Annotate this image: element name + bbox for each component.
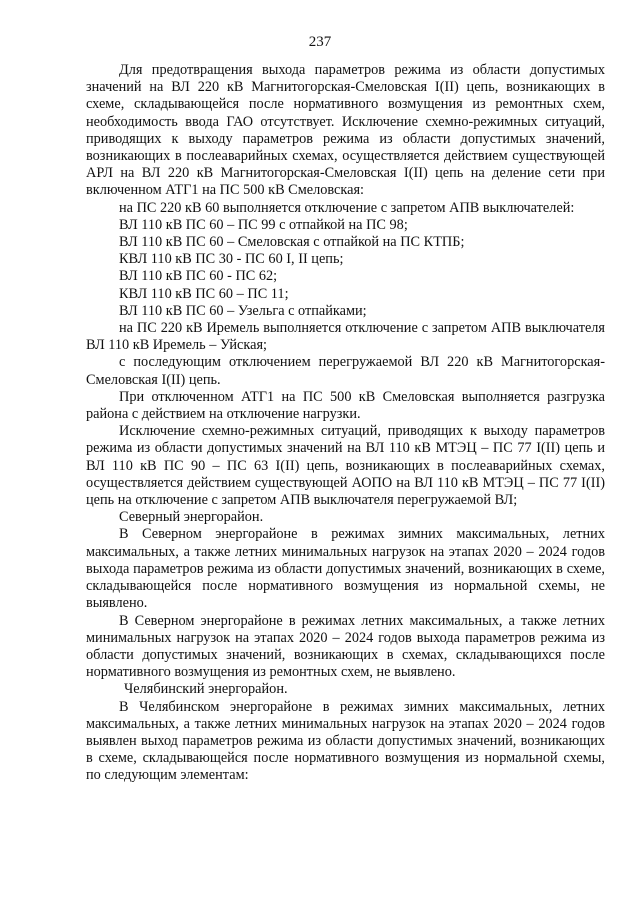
paragraph: на ПС 220 кВ 60 выполняется отключение с запретом АПВ выключателей: (119, 199, 575, 216)
paragraph: В Челябинском энергорайоне в режимах зимних максимальных, летних максимальных, а также летних минимальных нагрузок на этапах 2020 – 2024 годов выявлен выход параметров режима из области допустимых значений, возникающих в схеме, складывающейся после нормативного возмущения из нормальной схемы, по следующим элементам: (86, 698, 605, 784)
paragraph: Исключение схемно-режимных ситуаций, приводящих к выходу параметров режима из области допустимых значений на ВЛ 110 кВ МТЭЦ – ПС 77 I(II) цепь и ВЛ 110 кВ ПС 90 – ПС 63 I(II) цепь, возникающих в послеаварийных схемах, осуществляется действием существующей АОПО на ВЛ 110 кВ МТЭЦ – ПС 77 I(II) цепь на отключение с запретом АПВ выключателя перегружаемой ВЛ; (86, 423, 605, 509)
section-heading: Челябинский энергорайон. (124, 681, 288, 698)
list-item: КВЛ 110 кВ ПС 30 - ПС 60 I, II цепь; (119, 251, 344, 268)
paragraph: При отключенном АТГ1 на ПС 500 кВ Смеловская выполняется разгрузка района с действием на отключение нагрузки. (86, 388, 605, 423)
paragraph: Северный энергорайон. (119, 509, 264, 526)
paragraph: В Северном энергорайоне в режимах зимних максимальных, летних максимальных, а также летних минимальных нагрузок на этапах 2020 – 2024 годов выхода параметров режима из области допустимых значений, возникающих в схеме, складывающейся после нормативного возмущения из нормальной схемы, не выявлено. (86, 526, 605, 612)
paragraph: на ПС 220 кВ Иремель выполняется отключение с запретом АПВ выключателя ВЛ 110 кВ Иремель – Уйская; (86, 320, 605, 354)
list-item: ВЛ 110 кВ ПС 60 – Узельга с отпайками; (119, 302, 367, 319)
list-item: ВЛ 110 кВ ПС 60 – Смеловская с отпайкой на ПС КТПБ; (119, 234, 465, 251)
page-number: 237 (308, 34, 332, 50)
document-body (86, 62, 605, 785)
paragraph: В Северном энергорайоне в режимах летних максимальных, а также летних минимальных нагрузок на этапах 2020 – 2024 годов выхода параметров режима из области допустимых значений, возникающих в схемах, складывающихся после нормативного возмущения из ремонтных схем, не выявлено. (86, 612, 605, 681)
list-item: КВЛ 110 кВ ПС 60 – ПС 11; (119, 285, 289, 302)
list-item: ВЛ 110 кВ ПС 60 - ПС 62; (119, 268, 278, 285)
list-item: ВЛ 110 кВ ПС 60 – ПС 99 с отпайкой на ПС 98; (119, 216, 408, 233)
paragraph: с последующим отключением перегружаемой ВЛ 220 кВ Магнитогорская-Смеловская I(II) цепь. (86, 354, 605, 388)
paragraph: Для предотвращения выхода параметров режима из области допустимых значений на ВЛ 220 кВ Магнитогорская-Смеловская I(II) цепь, возникающих в схеме, складывающейся после нормативного возмущения из ремонтных схем, необходимость ввода ГАО отсутствует. Исключение схемно-режимных ситуаций, приводящих к выходу параметров режима из области допустимых значений, возникающих в послеаварийных схемах, осуществляется действием существующей АРЛ на ВЛ 220 кВ Магнитогорская-Смеловская I(II) цепь на деление сети при включенном АТГ1 на ПС 500 кВ Смеловская: (86, 62, 605, 199)
